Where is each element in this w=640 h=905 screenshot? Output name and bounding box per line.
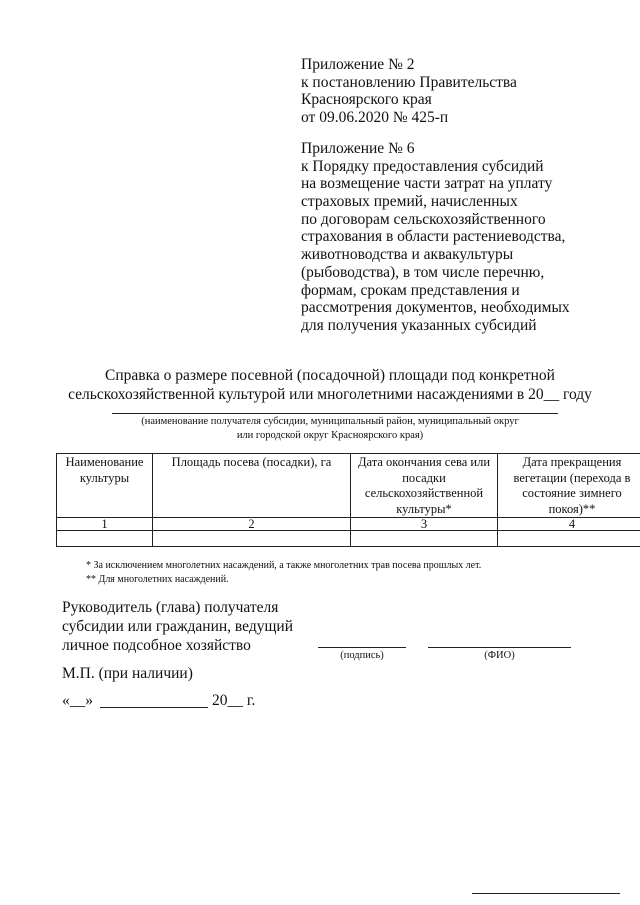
appendix-6-line: рассмотрения документов, необходимых xyxy=(301,299,570,317)
recipient-caption-line-1: (наименование получателя субсидии, муниципальный район, муниципальный округ xyxy=(141,416,519,427)
title-line-1: Справка о размере посевной (посадочной) площади под конкретной xyxy=(105,367,555,384)
appendix-2-line: Красноярского края xyxy=(301,91,432,109)
signature-role-line: Руководитель (глава) получателя xyxy=(62,599,279,616)
recipient-caption-line-2: или городской округ Красноярского края) xyxy=(236,429,424,441)
table-cell[interactable] xyxy=(351,531,498,547)
fio-label: (ФИО) xyxy=(484,650,515,661)
column-number: 1 xyxy=(57,518,153,531)
fio-line[interactable] xyxy=(428,647,571,648)
title-line-2: сельскохозяйственной культурой или многолетними насаждениями в 20__ году xyxy=(68,386,592,403)
recipient-caption xyxy=(60,415,600,442)
table-row xyxy=(57,531,640,547)
table-cell[interactable] xyxy=(498,531,640,547)
date-day: «__» xyxy=(62,692,93,709)
header-sown-area: Площадь посева (посадки), га xyxy=(153,454,351,518)
appendix-6-line: на возмещение части затрат на уплату xyxy=(301,175,553,193)
appendix-6-line: к Порядку предоставления субсидий xyxy=(301,157,544,175)
table-cell[interactable] xyxy=(153,531,351,547)
appendix-6-line: Приложение № 6 xyxy=(301,140,415,157)
appendix-6-line: животноводства и аквакультуры xyxy=(301,246,514,264)
signature-role xyxy=(62,598,293,655)
column-number: 4 xyxy=(498,518,640,531)
footnote-1: * За исключением многолетних насаждений, а также многолетних трав посева прошлых лет. xyxy=(86,560,482,571)
table-cell[interactable] xyxy=(57,531,153,547)
signature-label: (подпись) xyxy=(340,650,384,661)
footnote-2: ** Для многолетних насаждений. xyxy=(86,574,229,585)
appendix-6-line: страхования в области растениеводства, xyxy=(301,228,566,246)
crop-area-table xyxy=(56,453,640,547)
recipient-blank-line[interactable] xyxy=(112,413,558,414)
signature-line[interactable] xyxy=(318,647,406,648)
header-crop-name: Наименование культуры xyxy=(57,454,153,518)
signature-role-line: личное подсобное хозяйство xyxy=(62,637,251,654)
appendix-2-line: от 09.06.2020 № 425-п xyxy=(301,109,449,127)
appendix-2-line: Приложение № 2 xyxy=(301,56,415,73)
document-title xyxy=(60,366,600,404)
appendix-6-line: (рыбоводства), в том числе перечню, xyxy=(301,263,545,281)
header-vegetation-end-date: Дата прекращения вегетации (перехода в состояние зимнего покоя)** xyxy=(498,454,640,518)
appendix-6-line: страховых премий, начисленных xyxy=(301,193,518,211)
table-number-row xyxy=(57,518,640,531)
header-sowing-end-date: Дата окончания сева или посадки сельскохозяйственной культуры* xyxy=(351,454,498,518)
appendix-6-line: по договорам сельскохозяйственного xyxy=(301,210,546,228)
appendix-2-header xyxy=(301,56,517,127)
column-number: 2 xyxy=(153,518,351,531)
appendix-2-line: к постановлению Правительства xyxy=(301,73,517,91)
appendix-6-line: формам, срокам представления и xyxy=(301,281,520,299)
signature-role-line: субсидии или гражданин, ведущий xyxy=(62,618,293,635)
appendix-6-line: для получения указанных субсидий xyxy=(301,316,537,334)
date-year: 20__ г. xyxy=(212,692,256,709)
table-header-row xyxy=(57,454,640,518)
appendix-6-header xyxy=(301,140,570,335)
date-month-line[interactable] xyxy=(100,707,208,708)
stamp-place: М.П. (при наличии) xyxy=(62,665,193,682)
column-number: 3 xyxy=(351,518,498,531)
page-bottom-rule xyxy=(472,893,620,894)
